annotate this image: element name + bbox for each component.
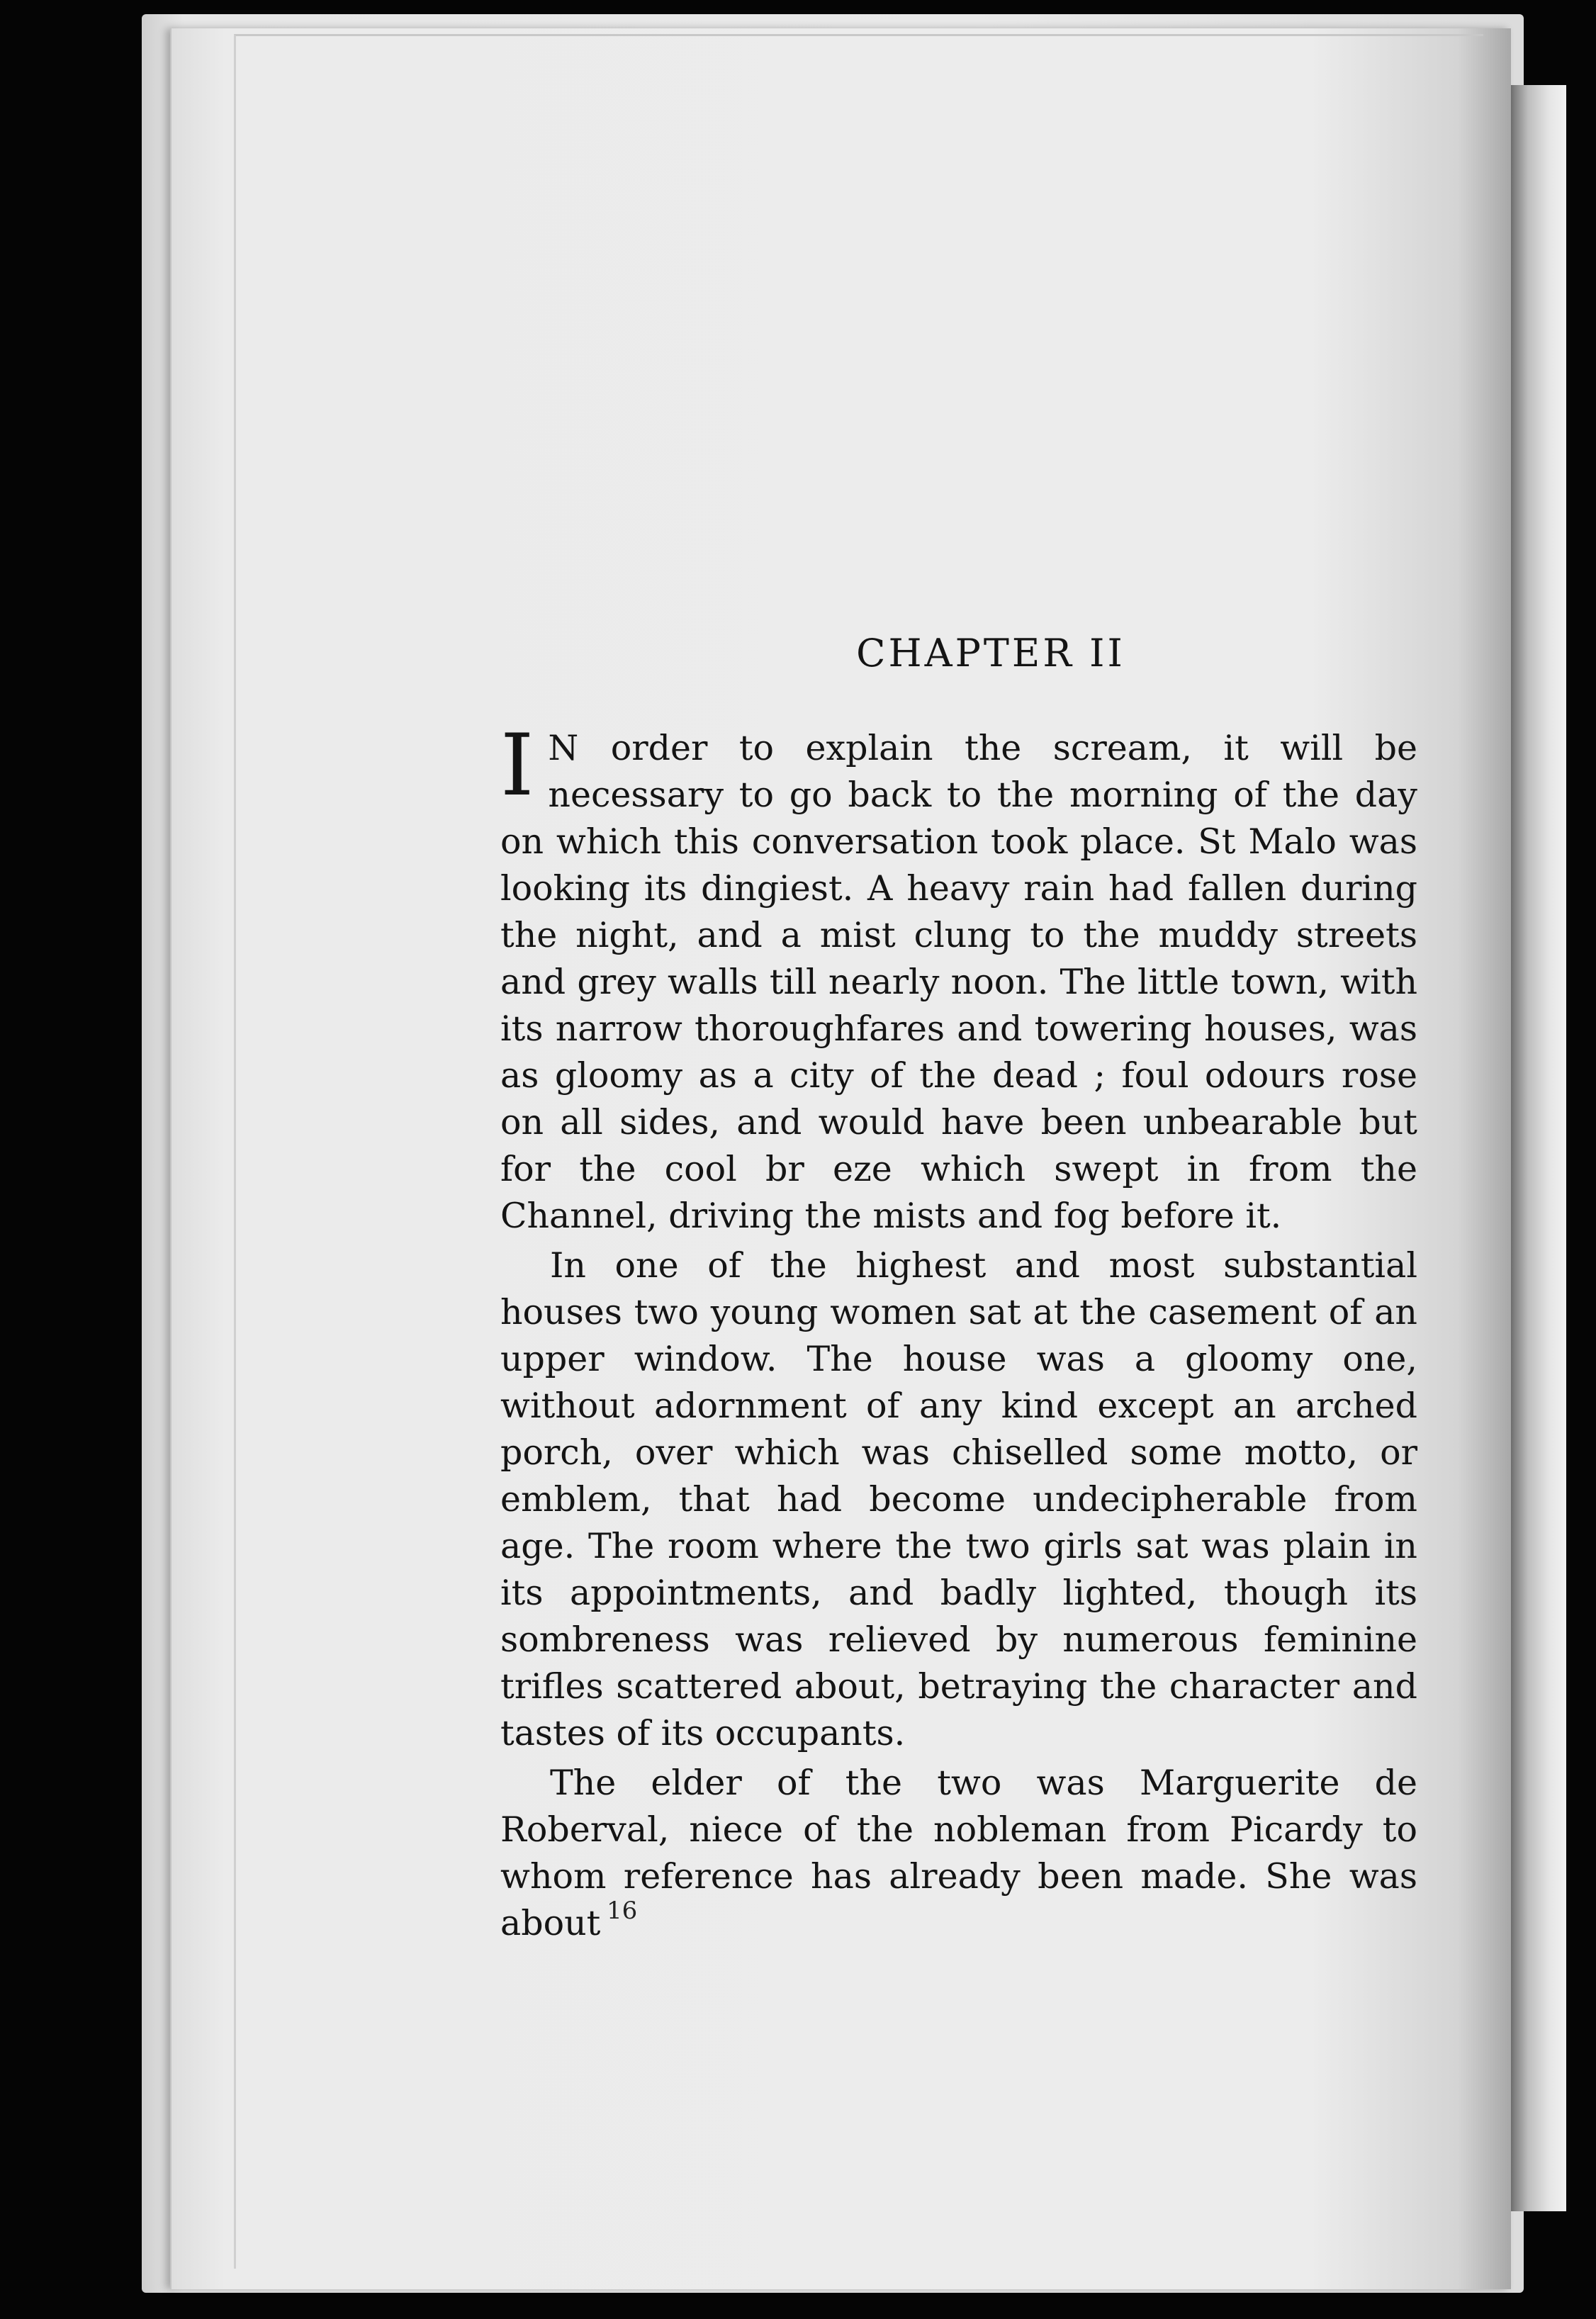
paragraph-2: In one of the highest and most substantial houses two young women sat at the casement of an upper window. The house was a gloomy one, without adornment of any kind except an arched porch, over which was chiselled some motto, or emblem, that had become undecipherable from age. The room where the two girls sat was plain in its appointments, and badly lighted, though its sombreness was relieved by numerous feminine trifles scattered about, betraying the character and tastes of its occupants.: [500, 1245, 1417, 1753]
paragraph-3: The elder of the two was Marguerite de Roberval, niece of the nobleman from Picardy to whom reference has already been made. She was about: [500, 1763, 1417, 1943]
paragraph-1: [500, 717, 1417, 1240]
page-number: 16: [607, 1897, 638, 1925]
drop-cap: I: [500, 717, 534, 815]
chapter-heading: CHAPTER II: [856, 631, 1125, 675]
paragraph-1-text: order to explain the scream, it will be necessary to go back to the morning of the day on which this conversation took place. St Malo was looking its dingiest. A heavy rain had fallen during the night, and a mist clung to the muddy streets and grey walls till nearly noon. The little town, with its narrow thoroughfares and towering houses, was as gloomy as a city of the dead ; foul odours rose on all sides, and would have been unbearable but for the cool br eze which swept in from the Channel, driving the mists and fog before it.: [500, 728, 1417, 1236]
page-text-block: [500, 631, 1417, 1947]
paragraph-1-lead: N: [548, 728, 580, 768]
